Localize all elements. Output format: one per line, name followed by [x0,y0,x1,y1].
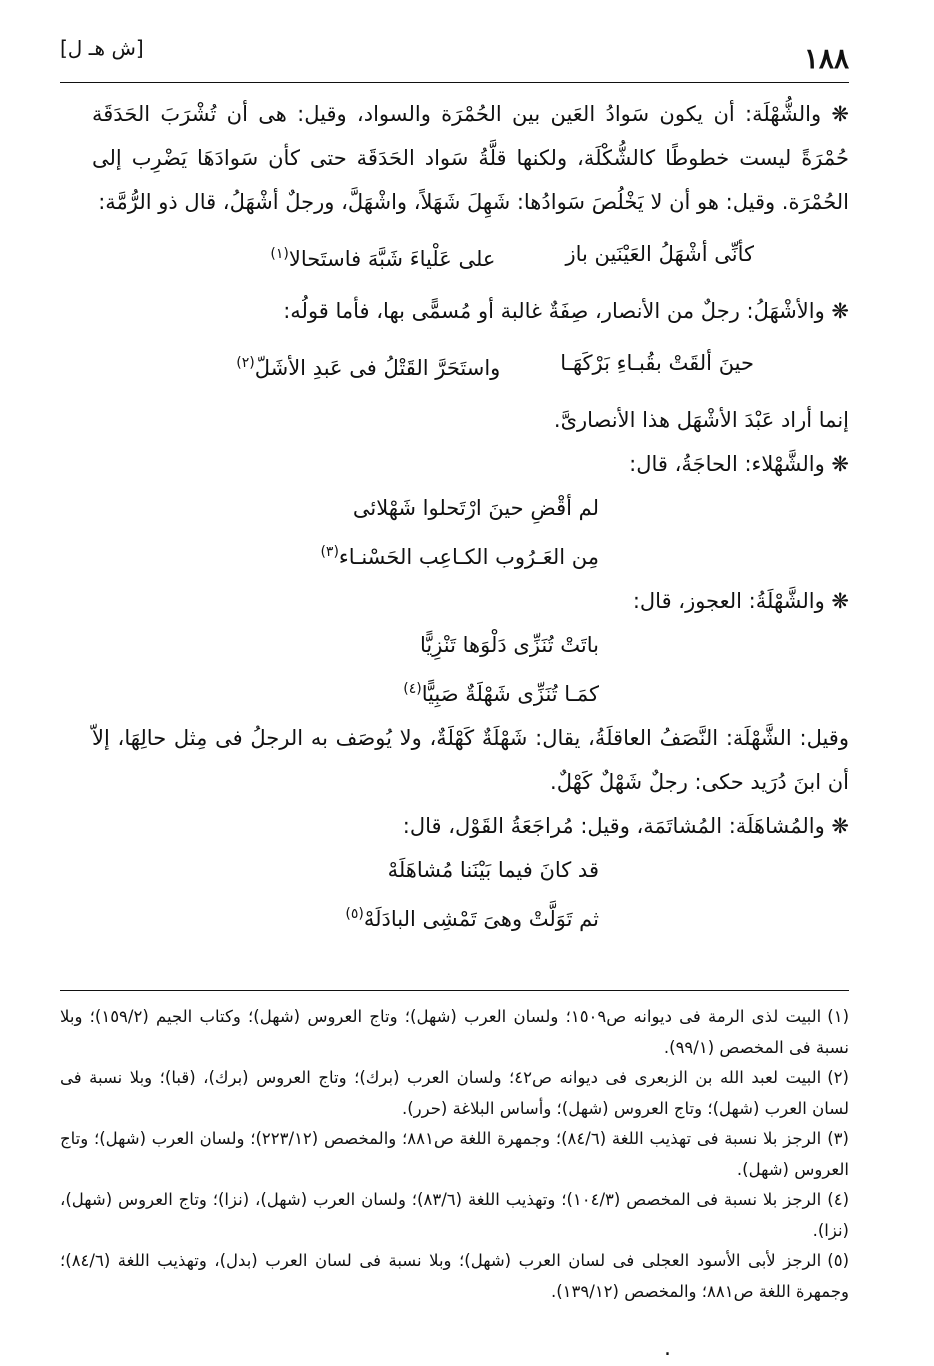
entry-shahla: ❋ والشَّهْلاء: الحاجَةُ، قال: [629,452,849,476]
footnote-2-number: (٢) [827,1068,849,1087]
entry-shahla-old-woman: ❋ والشَّهْلَةُ: العجوز، قال: [632,589,849,613]
verse-4-line-2-text: كمَـا تُنَزِّى شَهْلَةٌ صَبِيًّا [421,682,599,706]
footnote-ref-4: (٤) [403,681,422,697]
footnote-2-text: البيت لعبد الله بن الزبعرى فى ديوانه ص٤٢؛ ولسان العرب (برك)؛ وتاج العروس (برك)، (قبا)؛ وبلا نسبة فى لسان العرب (شهل)؛ وتاج العروس (شهل)؛ وأساس البلاغة (حرر). [60,1068,849,1118]
entry-shahla-wise: وقيل: الشَّهْلَة: النَّصَفُ العاقلَةُ، يقال: شَهْلَةٌ كَهْلَةٌ، ولا يُوصَف به الرجلُ فى مِثل حالِهَا، إلاّ أن ابنَ دُرَيد حكى: رجلٌ شَهْلٌ كَهْلٌ. [92,726,849,794]
verse-1-second-text: على عَلْياءَ شَبَّهَ فاستَحالا [288,247,496,271]
verse-4-line-2 [92,667,849,716]
footnote-3-text: الرجز بلا نسبة فى تهذيب اللغة (٨٤/٦)؛ وجمهرة اللغة ص٨٨١؛ والمخصص (٢٢٣/١٢)؛ ولسان العرب (شهل)؛ وتاج العروس (شهل). [60,1129,849,1179]
footnote-5-number: (٥) [827,1251,849,1270]
entry-mushahala: ❋ والمُشاهَلَة: المُشاتَمَة، وقيل: مُراجَعَةُ القَوْل، قال: [402,814,849,838]
verse-4-line-1: باتَتْ تُنَزِّى دَلْوَها تَنْزِيًّا [419,633,599,657]
verse-2-second-text: واستَحَرَّ القَتْلُ فى عَبدِ الأشَلّ [254,356,501,380]
verse-3-line-2 [92,530,849,579]
footnote-3-number: (٣) [827,1129,849,1148]
verse-1 [92,232,849,281]
footnote-4-number: (٤) [827,1190,849,1209]
verse-2-second-hemistich [236,341,500,390]
page-header [60,30,849,75]
footnote-1-text: البيت لذى الرمة فى ديوانه ص١٥٠٩؛ ولسان العرب (شهل)؛ وتاج العروس (شهل)؛ وكتاب الجيم (١٥٩/٢)؛ وبلا نسبة فى المخصص (٩٩/١). [60,1007,849,1057]
footnote-2 [60,1063,849,1124]
footnote-ref-5: (٥) [345,906,364,922]
footnote-5-text: الرجز لأبى الأسود العجلى فى لسان العرب (شهل)؛ وبلا نسبة فى لسان العرب (بدل)، وتهذيب اللغة (٨٤/٦)؛ وجمهرة اللغة ص٨٨١؛ والمخصص (١٣٩/١٢). [60,1251,849,1301]
verse-5-line-2 [92,892,849,941]
header-divider [60,82,849,83]
page-number: ١٨٨ [803,42,849,75]
footnote-ref-2: (٢) [236,355,255,371]
entry-shuhla: ❋ والشُّهْلَة: أن يكون سَوادُ العَين بين الحُمْرَة والسواد، وقيل: هى أن تُشْرَبَ الحَدَقَة حُمْرَةً ليست خطوطًا كالشُّكْلَة، ولكنها قلَّةُ سَواد الحَدَقَة حتى كأن سَوادَهَا يَضْرِب إلى الحُمْرَة. وقيل: هو أن لا يَخْلُصَ سَوادُها: شَهِلَ شَهَلاً، واشْهَلَّ، ورجلٌ أشْهَلُ، قال ذو الرُّمَّة: [92,102,849,214]
footnote-3 [60,1124,849,1185]
verse-2-first-hemistich: حينَ ألقَتْ بقُبـاءِ بَرْكَهَـا [560,351,754,375]
footnotes [60,1002,849,1307]
footnote-1-number: (١) [827,1007,850,1026]
footnote-4 [60,1185,849,1246]
footnote-ref-3: (٣) [320,544,339,560]
footnote-4-text: الرجز بلا نسبة فى المخصص (١٠٤/٣)؛ وتهذيب اللغة (٨٣/٦)؛ ولسان العرب (شهل)، (نزا)؛ وتاج العروس (شهل)، (نزا). [60,1190,849,1240]
verse-3-line-1: لم أقْضِ حينَ ارْتَحلوا شَهْلائى [352,496,599,520]
footnote-divider [60,990,849,991]
footnote-ref-1: (١) [270,246,289,262]
verse-3-line-2-text: مِن العَـرُوب الكـاعِب الحَسْنـاء [338,545,599,569]
verse-5-line-1: قد كانَ فيما بَيْنَنا مُشاهَلَهْ [387,858,599,882]
verse-5-line-2-text: ثم تَوَلَّتْ وهىَ تَمْشِى البادَلَهْ [363,907,599,931]
entry-ashhal: ❋ والأشْهَلُ: رجلٌ من الأنصار، صِفَةٌ غالبة أو مُسمًّى بها، فأما قولُه: [283,299,849,323]
verse-2 [92,341,849,390]
verse-1-second-hemistich [270,232,495,281]
entry-ashhal-note: إنما أراد عَبْدَ الأشْهَل هذا الأنصارىَّ. [553,408,849,432]
footnote-1 [60,1002,849,1063]
root-label: [ش هـ ل] [60,36,144,60]
footnote-5 [60,1246,849,1307]
verse-1-first-hemistich: كأنِّى أشْهَلُ العَيْنَين باز [565,242,754,266]
bottom-mark: . [664,1336,671,1361]
main-text [92,92,849,941]
